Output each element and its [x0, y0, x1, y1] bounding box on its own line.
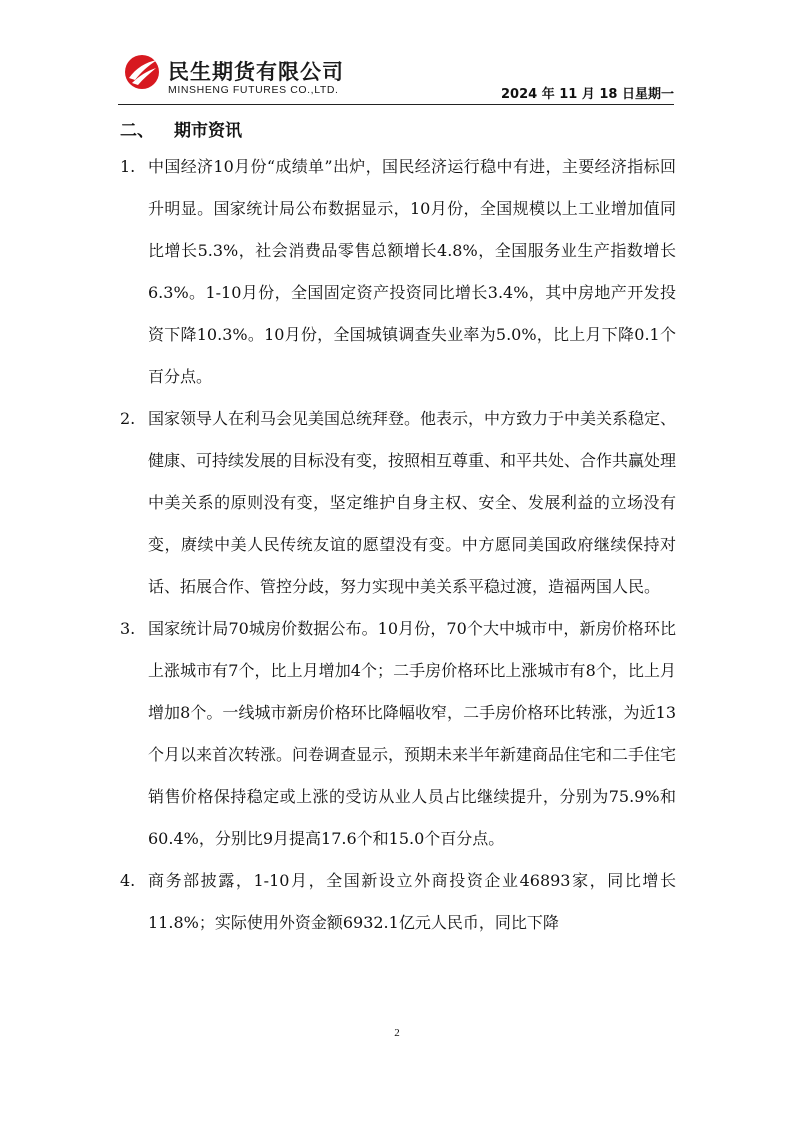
section-title: 期市资讯 [174, 121, 242, 141]
company-name-en: MINSHENG FUTURES CO.,LTD. [168, 84, 339, 96]
news-list [120, 146, 676, 944]
news-item [120, 398, 676, 608]
news-item-number: 1. [120, 157, 136, 176]
page-header [118, 50, 674, 106]
news-item [120, 860, 676, 944]
news-item-number: 4. [120, 871, 136, 890]
news-item-text: 国家统计局70城房价数据公布。10月份，70个大中城市中，新房价格环比上涨城市有7个，比上月增加4个；二手房价格环比上涨城市有8个，比上月增加8个。一线城市新房价格环比降幅收窄，二手房价格环比转涨，为近13个月以来首次转涨。问卷调查显示，预期未来半年新建商品住宅和二手住宅销售价格保持稳定或上涨的受访从业人员占比继续提升，分别为75.9%和60.4%，分别比9月提高17.6个和15.0个百分点。 [148, 619, 677, 848]
section-number: 二、 [120, 121, 154, 141]
news-item [120, 146, 676, 398]
news-item-text: 中国经济10月份“成绩单”出炉，国民经济运行稳中有进，主要经济指标回升明显。国家统计局公布数据显示，10月份，全国规模以上工业增加值同比增长5.3%，社会消费品零售总额增长4.8%，全国服务业生产指数增长6.3%。1-10月份，全国固定资产投资同比增长3.4%，其中房地产开发投资下降10.3%。10月份，全国城镇调查失业率为5.0%，比上月下降0.1个百分点。 [148, 157, 676, 386]
section-heading [120, 116, 242, 141]
news-item [120, 608, 676, 860]
news-item-text: 商务部披露，1-10月，全国新设立外商投资企业46893家，同比增长11.8%；实际使用外资金额6932.1亿元人民币，同比下降 [148, 871, 676, 932]
news-item-number: 2. [120, 409, 136, 428]
header-divider [118, 104, 674, 105]
news-item-text: 国家领导人在利马会见美国总统拜登。他表示，中方致力于中美关系稳定、健康、可持续发展的目标没有变，按照相互尊重、和平共处、合作共赢处理中美关系的原则没有变，坚定维护自身主权、安全、发展利益的立场没有变，赓续中美人民传统友谊的愿望没有变。中方愿同美国政府继续保持对话、拓展合作、管控分歧，努力实现中美关系平稳过渡，造福两国人民。 [148, 409, 677, 596]
company-logo-icon [122, 52, 162, 92]
header-date: 2024 年 11 月 18 日星期一 [501, 87, 674, 102]
company-name-cn: 民生期货有限公司 [168, 60, 344, 84]
page-number: 2 [394, 1027, 400, 1039]
news-item-number: 3. [120, 619, 136, 638]
